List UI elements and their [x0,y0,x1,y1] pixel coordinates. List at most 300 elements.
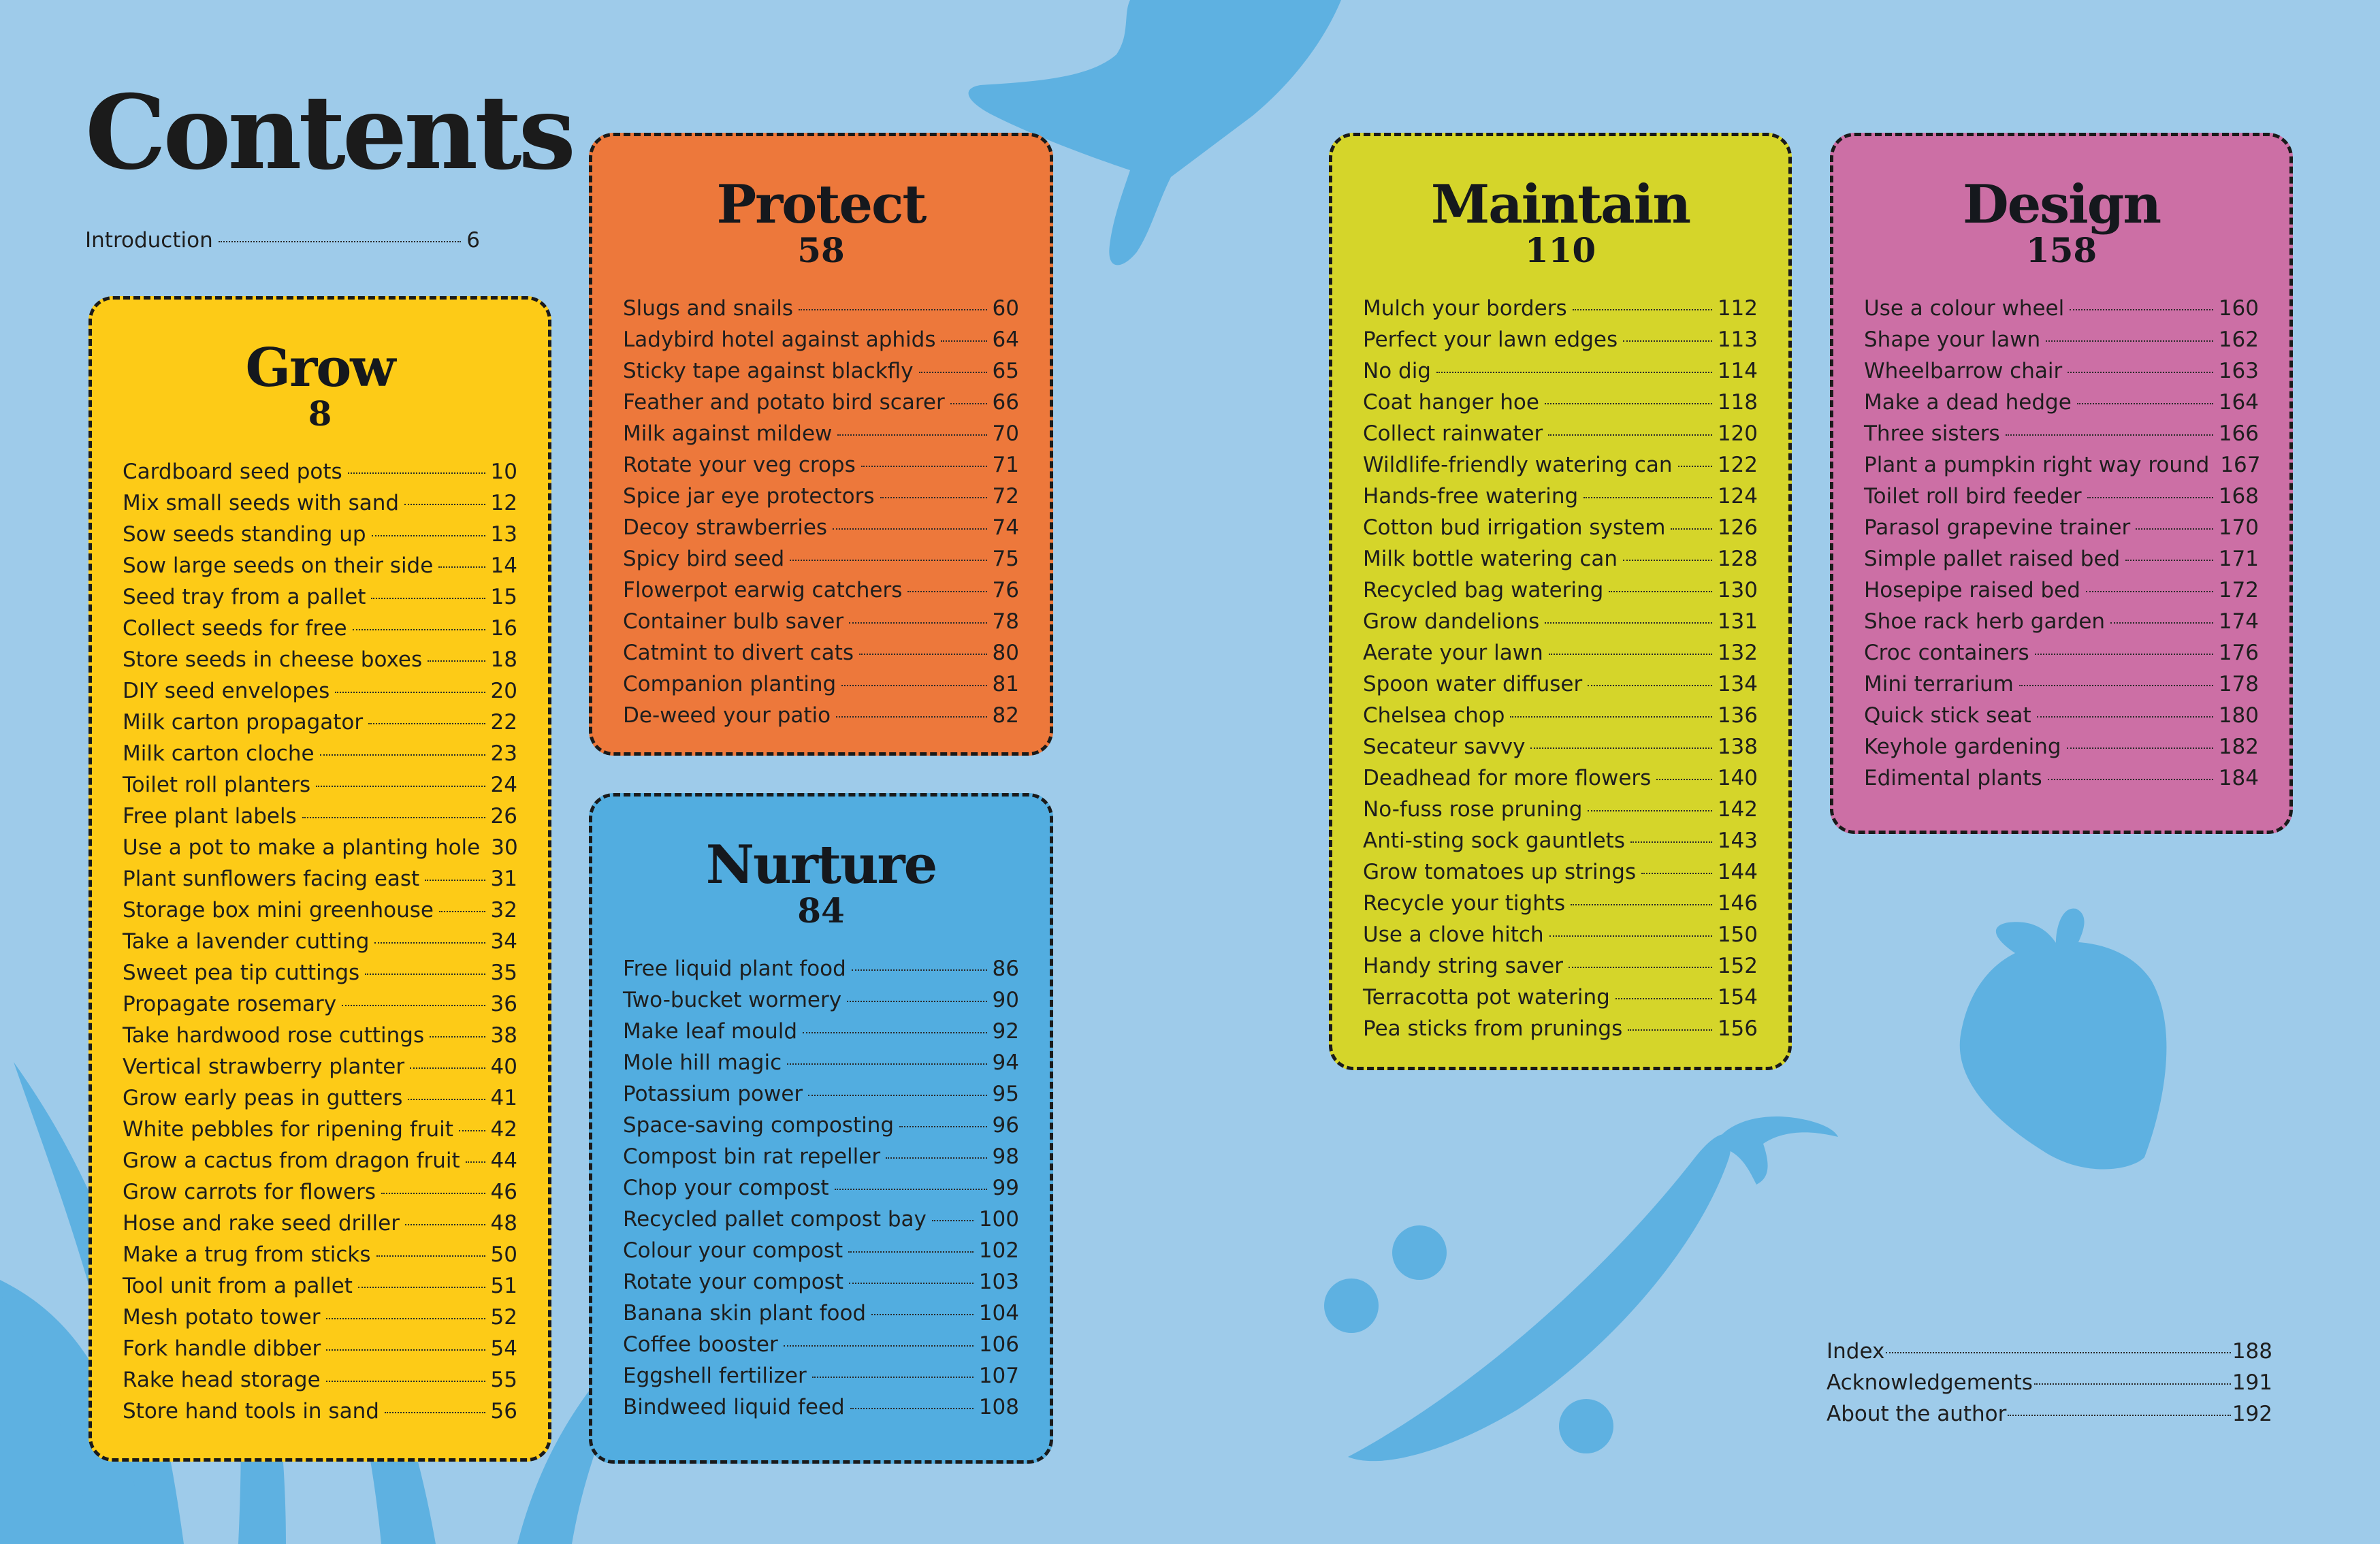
entry-page: 150 [1717,922,1758,947]
dot-leader [2077,403,2213,404]
toc-entry[interactable] [623,953,1019,984]
entry-label: Three sisters [1864,421,2000,446]
toc-entry[interactable] [623,669,1019,700]
entry-label: Parasol grapevine trainer [1864,515,2131,540]
entry-page: 78 [992,609,1019,634]
entry-page: 86 [992,956,1019,981]
entry-label: Ladybird hotel against aphids [623,327,936,352]
toc-entry[interactable] [123,769,517,801]
entry-page: 74 [992,515,1019,540]
entry-label: Secateur savvy [1363,735,1526,759]
entry-page: 162 [2218,327,2259,352]
entry-label: Shoe rack herb garden [1864,609,2106,634]
entry-label: Two-bucket wormery [623,988,842,1012]
dot-leader [1623,340,1712,342]
toc-entry[interactable] [623,1266,1019,1298]
entry-page: 99 [992,1176,1019,1200]
dot-leader [1588,810,1711,811]
dot-leader [2046,340,2213,342]
toc-entry[interactable] [1864,481,2259,512]
dot-leader [849,622,986,624]
toc-entry[interactable] [1363,324,1758,355]
toc-entry[interactable] [623,1110,1019,1141]
toc-entry[interactable] [1363,637,1758,669]
entry-page: 52 [490,1305,517,1330]
entry-page: 168 [2218,484,2259,509]
entry-page: 146 [1717,891,1758,916]
dot-leader [1678,466,1712,467]
dot-leader [837,434,986,436]
dot-leader [836,716,986,718]
entry-page: 46 [490,1180,517,1204]
toc-entry[interactable] [1363,669,1758,700]
dot-leader [438,566,485,568]
toc-entry[interactable] [123,863,517,895]
toc-entry[interactable] [123,832,517,863]
dot-leader [1615,998,1712,999]
entry-label: Sow seeds standing up [123,522,366,547]
entry-page: 56 [490,1399,517,1424]
dot-leader [1656,779,1712,780]
dot-leader [790,560,986,561]
toc-entry[interactable] [623,1235,1019,1266]
section-title: Protect [716,174,926,236]
section-protect [589,133,1053,756]
toc-entry[interactable] [1864,669,2259,700]
dot-leader [2008,1415,2230,1416]
toc-entry[interactable] [123,1114,517,1145]
section-page: 8 [308,393,332,434]
entry-page: 107 [978,1364,1019,1388]
toc-entry[interactable] [123,550,517,581]
dot-leader [353,629,485,630]
entry-page: 41 [490,1086,517,1110]
toc-entry[interactable] [623,481,1019,512]
toc-entry[interactable] [1363,512,1758,543]
toc-entry[interactable] [1864,606,2259,637]
toc-entry[interactable] [623,1298,1019,1329]
toc-entry[interactable] [1864,762,2259,794]
toc-entry[interactable] [1363,606,1758,637]
entry-page: 10 [490,460,517,484]
toc-entry[interactable] [123,519,517,550]
toc-entry[interactable] [1363,449,1758,481]
entry-label: Spoon water diffuser [1363,672,1583,696]
entry-page: 106 [978,1332,1019,1357]
toc-entry[interactable] [1363,919,1758,950]
dot-leader [2110,622,2213,624]
entry-label: Croc containers [1864,641,2029,665]
entry-page: 108 [978,1395,1019,1419]
entry-page: 6 [466,228,480,253]
entry-page: 90 [992,988,1019,1012]
entry-page: 80 [992,641,1019,665]
toc-entry[interactable] [123,1176,517,1208]
toc-entry[interactable] [1827,1336,2272,1367]
entry-label: Coat hanger hoe [1363,390,1539,415]
toc-entry[interactable] [123,738,517,769]
toc-entry[interactable] [123,1396,517,1427]
toc-entry[interactable] [123,1239,517,1270]
toc-entry[interactable] [623,1204,1019,1235]
entry-list [123,456,517,1427]
entry-page: 152 [1717,954,1758,978]
entry-page: 130 [1717,578,1758,602]
pea-pod-silhouette-icon [1324,1116,1838,1461]
entry-label: Tool unit from a pallet [123,1274,353,1298]
dot-leader [1630,841,1712,843]
toc-entry[interactable] [1363,575,1758,606]
entry-label: Storage box mini greenhouse [123,898,434,922]
toc-entry[interactable] [1864,418,2259,449]
toc-entry[interactable] [1363,387,1758,418]
entry-page: 75 [992,547,1019,571]
toc-entry[interactable] [123,1020,517,1051]
entry-page: 174 [2218,609,2259,634]
dot-leader [850,1408,974,1409]
toc-entry[interactable] [1827,1398,2272,1430]
toc-entry[interactable] [1864,324,2259,355]
toc-entry[interactable] [623,449,1019,481]
toc-entry[interactable] [623,418,1019,449]
entry-page: 13 [490,522,517,547]
dot-leader [907,591,986,592]
toc-entry[interactable] [1864,700,2259,731]
dot-leader [1571,904,1712,905]
entry-page: 92 [992,1019,1019,1044]
toc-entry[interactable] [1864,293,2259,324]
toc-entry[interactable] [623,1172,1019,1204]
dot-leader [1549,654,1712,655]
entry-label: Cardboard seed pots [123,460,342,484]
entry-label: Aerate your lawn [1363,641,1543,665]
dot-leader [919,372,987,373]
toc-entry[interactable] [1864,387,2259,418]
toc-entry[interactable] [1363,481,1758,512]
entry-list [623,953,1019,1423]
dot-leader [335,692,485,693]
entry-page: 118 [1717,390,1758,415]
toc-entry[interactable] [623,1047,1019,1078]
dot-leader [899,1126,987,1127]
page-title: Contents [85,73,573,193]
toc-entry[interactable] [123,1145,517,1176]
toc-entry[interactable] [1363,355,1758,387]
entry-label: Eggshell fertilizer [623,1364,807,1388]
toc-entry[interactable] [123,644,517,675]
entry-page: 122 [1717,453,1758,477]
toc-entry[interactable] [623,543,1019,575]
entry-page: 172 [2218,578,2259,602]
toc-entry[interactable] [123,456,517,487]
toc-entry[interactable] [1864,637,2259,669]
entry-label: Seed tray from a pallet [123,585,366,609]
toc-entry[interactable] [123,1082,517,1114]
entry-page: 94 [992,1050,1019,1075]
entry-page: 170 [2218,515,2259,540]
toc-entry[interactable] [1864,731,2259,762]
entry-page: 64 [992,327,1019,352]
section-page: 110 [1524,230,1596,270]
entry-page: 50 [490,1242,517,1267]
entry-label: Rotate your veg crops [623,453,856,477]
entry-label: White pebbles for ripening fruit [123,1117,453,1142]
toc-entry[interactable] [123,926,517,957]
dot-leader [2070,309,2213,310]
entry-label: Deadhead for more flowers [1363,766,1652,790]
entry-page: 180 [2218,703,2259,728]
dot-leader [799,309,987,310]
dot-leader [880,497,987,498]
entry-label: Free plant labels [123,804,297,829]
entry-label: Recycle your tights [1363,891,1566,916]
entry-label: Use a clove hitch [1363,922,1544,947]
entry-page: 132 [1717,641,1758,665]
back-matter-list [1827,1336,2272,1430]
toc-entry[interactable] [123,581,517,613]
entry-label: Use a colour wheel [1864,296,2065,321]
toc-entry[interactable] [1363,825,1758,856]
entry-page: 192 [2232,1402,2272,1426]
toc-entry[interactable] [623,387,1019,418]
dot-leader [348,472,485,474]
entry-label: Compost bin rat repeller [623,1144,881,1169]
entry-page: 128 [1717,547,1758,571]
toc-entry[interactable] [1864,512,2259,543]
toc-entry[interactable] [1864,575,2259,606]
entry-label: Companion planting [623,672,837,696]
dot-leader [784,1345,974,1347]
entry-label: Rake head storage [123,1368,321,1392]
dot-leader [1510,716,1711,718]
entry-list [1363,293,1758,1044]
entry-page: 48 [490,1211,517,1236]
toc-entry[interactable] [623,700,1019,731]
dot-leader [1545,403,1712,404]
entry-label: Fork handle dibber [123,1336,321,1361]
entry-page: 14 [490,553,517,578]
dot-leader [2019,685,2213,686]
entry-label: No-fuss rose pruning [1363,797,1583,822]
entry-page: 38 [490,1023,517,1048]
dot-leader [886,1157,986,1159]
toc-entry[interactable] [1363,1013,1758,1044]
toc-entry[interactable] [123,1302,517,1333]
entry-label: Banana skin plant food [623,1301,867,1325]
toc-entry[interactable] [1363,950,1758,982]
dot-leader [871,1314,974,1315]
toc-entry[interactable] [623,1141,1019,1172]
entry-page: 34 [490,929,517,954]
toc-entry[interactable] [623,355,1019,387]
entry-label: Catmint to divert cats [623,641,854,665]
dot-leader [848,1251,974,1253]
dot-leader [372,535,485,536]
entry-page: 22 [490,710,517,735]
dot-leader [428,660,485,662]
toc-entry[interactable] [1864,355,2259,387]
entry-page: 134 [1717,672,1758,696]
toc-entry[interactable] [1363,888,1758,919]
dot-leader [833,528,986,530]
intro-entry[interactable] [85,225,480,256]
toc-entry[interactable] [623,1392,1019,1423]
dot-leader [371,598,485,599]
entry-label: Take a lavender cutting [123,929,370,954]
entry-label: Quick stick seat [1864,703,2031,728]
dot-leader [2006,434,2213,436]
entry-page: 76 [992,578,1019,602]
dot-leader [2048,779,2213,780]
entry-page: 126 [1717,515,1758,540]
entry-label: Make a trug from sticks [123,1242,371,1267]
entry-label: Spice jar eye protectors [623,484,875,509]
toc-entry[interactable] [123,988,517,1020]
toc-entry[interactable] [623,293,1019,324]
toc-entry[interactable] [1363,794,1758,825]
section-title: Nurture [705,834,937,896]
dot-leader [847,1001,986,1002]
toc-entry[interactable] [1363,700,1758,731]
dot-leader [1628,1029,1712,1031]
entry-label: Collect rainwater [1363,421,1543,446]
toc-entry[interactable] [1864,543,2259,575]
dot-leader [1609,591,1711,592]
toc-entry[interactable] [123,1333,517,1364]
toc-entry[interactable] [1363,293,1758,324]
toc-entry[interactable] [623,984,1019,1016]
toc-entry[interactable] [1363,543,1758,575]
toc-entry[interactable] [123,1208,517,1239]
section-nurture [589,793,1053,1464]
entry-page: 178 [2218,672,2259,696]
toc-entry[interactable] [1363,418,1758,449]
dot-leader [410,1067,485,1069]
toc-entry[interactable] [1864,449,2259,481]
dot-leader [385,1412,485,1413]
toc-entry[interactable] [623,1329,1019,1360]
toc-entry[interactable] [1363,856,1758,888]
entry-page: 160 [2218,296,2259,321]
dot-leader [941,340,986,342]
entry-label: Space-saving composting [623,1113,895,1138]
entry-page: 35 [490,961,517,985]
toc-entry[interactable] [123,1051,517,1082]
entry-label: Take hardwood rose cuttings [123,1023,425,1048]
dot-leader [849,1283,974,1284]
dot-leader [859,654,986,655]
entry-label: Chelsea chop [1363,703,1505,728]
toc-entry[interactable] [123,487,517,519]
toc-entry[interactable] [123,801,517,832]
entry-label: Use a pot to make a planting hole [123,835,481,860]
entry-label: Free liquid plant food [623,956,846,981]
toc-entry[interactable] [123,895,517,926]
entry-label: Handy string saver [1363,954,1563,978]
dot-leader [425,880,485,881]
section-title: Design [1962,174,2161,236]
dot-leader [1588,685,1712,686]
toc-entry[interactable] [623,512,1019,543]
entry-label: Container bulb saver [623,609,844,634]
entry-label: Sow large seeds on their side [123,553,434,578]
entry-label: Store seeds in cheese boxes [123,647,423,672]
entry-label: Collect seeds for free [123,616,347,641]
entry-page: 131 [1717,609,1758,634]
entry-page: 12 [490,491,517,515]
dot-leader [2136,528,2213,530]
entry-label: Mole hill magic [623,1050,782,1075]
entry-label: Wheelbarrow chair [1864,359,2063,383]
toc-entry[interactable] [123,707,517,738]
section-title: Maintain [1430,174,1690,236]
entry-page: 15 [490,585,517,609]
entry-label: Grow a cactus from dragon fruit [123,1148,460,1173]
toc-entry[interactable] [1827,1367,2272,1398]
section-maintain [1329,133,1792,1070]
dot-leader [1623,560,1712,561]
entry-label: Hands-free watering [1363,484,1579,509]
entry-page: 98 [992,1144,1019,1169]
toc-entry[interactable] [1363,762,1758,794]
entry-page: 143 [1717,829,1758,853]
entry-label: Colour your compost [623,1238,843,1263]
entry-label: Flowerpot earwig catchers [623,578,903,602]
entry-page: 184 [2218,766,2259,790]
toc-entry[interactable] [1363,982,1758,1013]
dot-leader [326,1318,485,1319]
toc-entry[interactable] [623,1360,1019,1392]
entry-page: 188 [2232,1339,2272,1364]
toc-entry[interactable] [623,324,1019,355]
section-page: 58 [797,230,845,270]
entry-page: 31 [490,867,517,891]
toc-entry[interactable] [123,957,517,988]
toc-entry[interactable] [623,1078,1019,1110]
entry-label: Edimental plants [1864,766,2042,790]
toc-entry[interactable] [123,613,517,644]
entry-label: Bindweed liquid feed [623,1395,845,1419]
entry-page: 124 [1717,484,1758,509]
toc-entry[interactable] [623,575,1019,606]
dot-leader [439,911,485,912]
dot-leader [861,466,987,467]
toc-entry[interactable] [623,606,1019,637]
entry-page: 182 [2218,735,2259,759]
entry-label: Chop your compost [623,1176,829,1200]
toc-entry[interactable] [123,675,517,707]
toc-entry[interactable] [1363,731,1758,762]
dot-leader [320,754,485,756]
entry-label: Mesh potato tower [123,1305,321,1330]
dot-leader [1549,935,1712,937]
toc-entry[interactable] [123,1270,517,1302]
entry-page: 113 [1717,327,1758,352]
entry-label: Index [1827,1339,1885,1364]
entry-label: Recycled bag watering [1363,578,1604,602]
entry-page: 36 [490,992,517,1016]
dot-leader [1436,372,1712,373]
entry-label: Cotton bud irrigation system [1363,515,1666,540]
entry-page: 100 [978,1207,1019,1232]
dot-leader [1569,967,1712,968]
toc-entry[interactable] [623,637,1019,669]
entry-label: Sticky tape against blackfly [623,359,914,383]
toc-entry[interactable] [623,1016,1019,1047]
entry-label: Acknowledgements [1827,1370,2033,1395]
dot-leader [405,1224,485,1225]
toc-entry[interactable] [123,1364,517,1396]
